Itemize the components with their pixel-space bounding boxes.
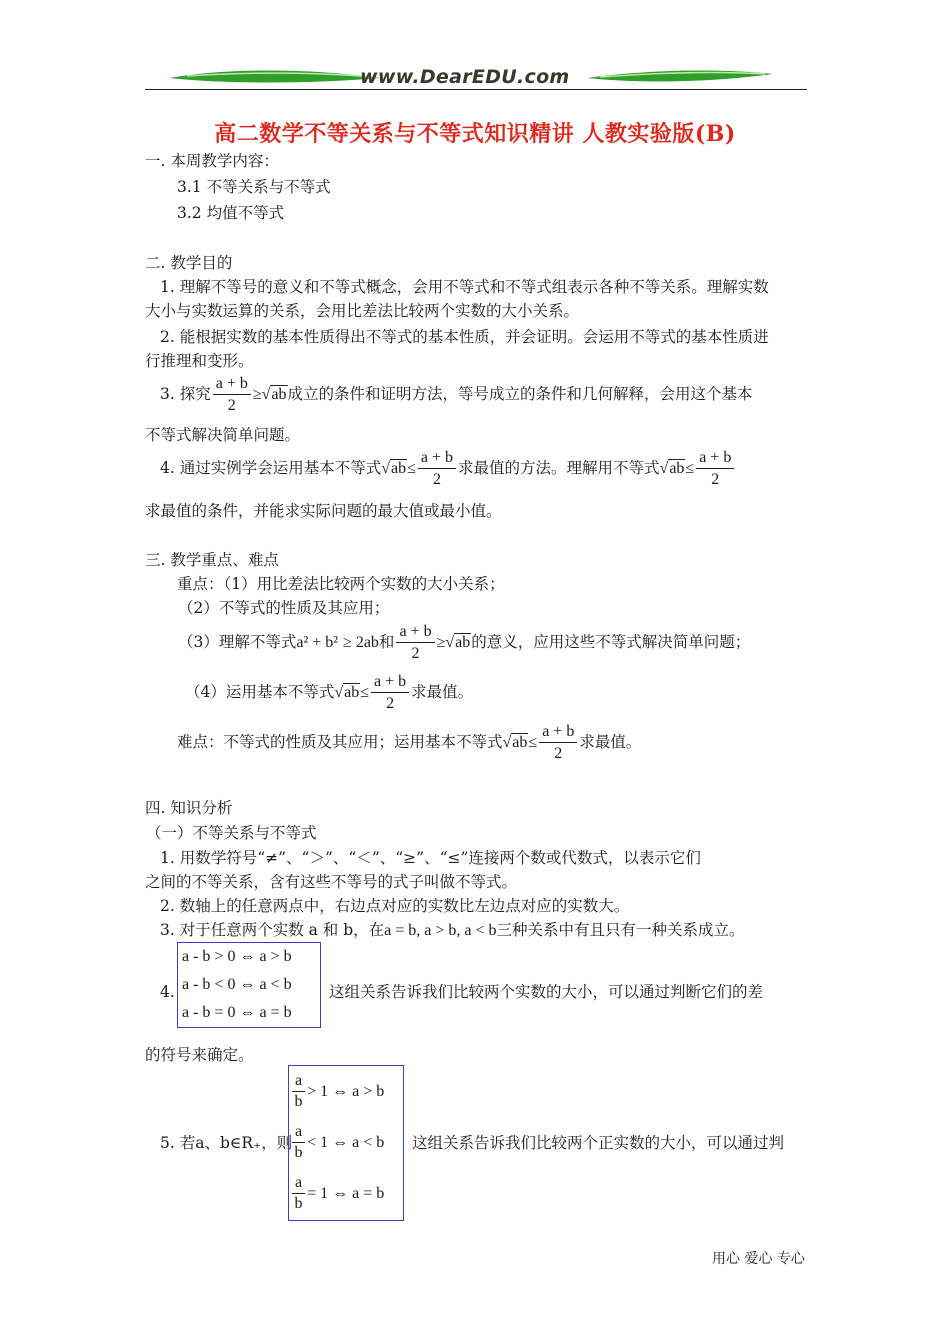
ratio-relation: < 1 ⇔ a < b — [307, 1133, 385, 1151]
fraction-numerator: a — [292, 1071, 305, 1092]
page-header — [145, 62, 807, 92]
s4-p3-suffix: 三种关系中有且只有一种关系成立。 — [496, 921, 745, 939]
ratio-relation: = 1 ⇔ a = b — [307, 1184, 385, 1202]
sqrt-radicand: ab — [512, 734, 528, 751]
s4-p3-prefix: 3. 对于任意两个实数 a 和 b，在 — [160, 921, 385, 939]
s2-p4-line2: 求最值的条件，并能求实际问题的最大值或最小值。 — [145, 502, 502, 520]
fraction-a-plus-b-over-2 — [696, 448, 734, 491]
fraction-numerator: a + b — [213, 374, 251, 395]
s2-p3-prefix: 3. 探究 — [160, 385, 211, 403]
s3-difficulty — [177, 720, 641, 765]
s4-p1-line2: 之间的不等关系，含有这些不等号的式子叫做不等式。 — [145, 873, 518, 891]
fraction-a-over-b — [292, 1122, 305, 1163]
document-title: 高二数学不等关系与不等式知识精讲 人教实验版(B) — [214, 121, 736, 147]
s4-p2: 2. 数轴上的任意两点中，右边点对应的实数比左边点对应的实数大。 — [160, 897, 630, 915]
section-2-heading: 二. 教学目的 — [145, 254, 233, 272]
fraction-a-plus-b-over-2 — [539, 722, 577, 765]
section-1-item-2: 3.2 均值不等式 — [177, 204, 285, 222]
leq-sign: ≤ — [360, 684, 370, 701]
sqrt-radicand: ab — [455, 634, 471, 651]
sqrt-ab: √ab — [659, 460, 685, 477]
relation-row: a - b < 0 ⇔ a < b — [182, 976, 292, 993]
math-geq-2ab: ≥ 2ab — [343, 634, 379, 651]
ratio-relation: > 1 ⇔ a > b — [307, 1082, 385, 1100]
sqrt-radicand: ab — [271, 386, 287, 403]
geq-sign: ≥ — [436, 634, 446, 651]
right-swoosh-logo — [585, 66, 775, 88]
leq-sign: ≤ — [685, 460, 695, 477]
fraction-a-plus-b-over-2 — [213, 374, 251, 417]
fraction-denominator: 2 — [432, 470, 441, 488]
fraction-a-over-b — [292, 1071, 305, 1112]
header-rule — [145, 89, 807, 90]
sqrt-ab: √ab — [261, 386, 287, 403]
fraction-denominator: 2 — [227, 396, 236, 414]
fraction-numerator: a + b — [396, 622, 434, 643]
s3-key-4-suffix: 求最值。 — [411, 683, 474, 701]
sqrt-radicand: ab — [391, 460, 407, 477]
s3-key-3-suffix: 的意义，应用这些不等式解决简单问题； — [471, 633, 751, 651]
s2-p3-suffix: 成立的条件和证明方法，等号成立的条件和几何解释，会用这个基本 — [287, 385, 753, 403]
fraction-a-plus-b-over-2 — [371, 672, 409, 715]
s4-subheading-1: （一）不等关系与不等式 — [146, 824, 317, 842]
s2-p4-prefix: 4. 通过实例学会运用基本不等式 — [160, 459, 382, 477]
fraction-denominator: b — [294, 1195, 303, 1212]
s4-p5-text: 这组关系告诉我们比较两个正实数的大小，可以通过判 — [412, 1134, 785, 1152]
s2-p3-line2: 不等式解决简单问题。 — [145, 426, 301, 444]
ratio-row — [289, 1168, 403, 1219]
fraction-numerator: a + b — [696, 448, 734, 469]
fraction-denominator: 2 — [554, 744, 563, 762]
ratio-row — [289, 1066, 403, 1117]
fraction-denominator: 2 — [411, 644, 420, 662]
s4-p4-line2: 的符号来确定。 — [145, 1046, 254, 1064]
fraction-numerator: a + b — [371, 672, 409, 693]
fraction-a-plus-b-over-2 — [418, 448, 456, 491]
s2-p1-line1: 1. 理解不等号的意义和不等式概念，会用不等式和不等式组表示各种不等关系。理解实数 — [160, 278, 769, 296]
s3-key-3-prefix: （3）理解不等式 — [178, 633, 297, 651]
s2-p2-line1: 2. 能根据实数的基本性质得出不等式的基本性质，并会证明。会运用不等式的基本性质进 — [160, 328, 769, 346]
sqrt-radicand: ab — [344, 684, 360, 701]
s4-p3 — [160, 920, 745, 941]
fraction-denominator: 2 — [711, 470, 720, 488]
fraction-a-over-b — [292, 1173, 305, 1214]
site-logo-text: www.DearEDU.com — [360, 66, 570, 88]
fraction-a-plus-b-over-2 — [396, 622, 434, 665]
ratio-row — [289, 1117, 403, 1168]
s3-key-3 — [178, 620, 750, 665]
relation-row: a - b = 0 ⇔ a = b — [182, 1004, 292, 1021]
s2-p2-line2: 行推理和变形。 — [145, 352, 254, 370]
fraction-denominator: 2 — [386, 694, 395, 712]
s2-p4-middle: 求最值的方法。理解用不等式 — [458, 459, 660, 477]
s3-key-2: （2）不等式的性质及其应用； — [178, 599, 390, 617]
s3-key-4 — [185, 670, 473, 715]
left-swoosh-logo — [167, 66, 382, 88]
fraction-numerator: a — [292, 1173, 305, 1194]
s3-difficulty-prefix: 难点：不等式的性质及其应用；运用基本不等式 — [177, 733, 503, 751]
fraction-numerator: a + b — [539, 722, 577, 743]
s2-p3-line1 — [160, 372, 753, 417]
s3-key-4-prefix: （4）运用基本不等式 — [185, 683, 335, 701]
relation-box-difference — [177, 942, 321, 1028]
section-1-item-1: 3.1 不等关系与不等式 — [177, 178, 331, 196]
section-1-heading: 一. 本周教学内容： — [145, 152, 279, 170]
s4-p4-text: 这组关系告诉我们比较两个实数的大小，可以通过判断它们的差 — [329, 983, 764, 1001]
s4-p1-line1: 1. 用数学符号“≠”、“＞”、“＜”、“≥”、“≤”连接两个数或代数式，以表示它们 — [160, 849, 701, 867]
s3-key-3-and: 和 — [378, 633, 395, 651]
s3-difficulty-suffix: 求最值。 — [579, 733, 642, 751]
math-a2-plus-b2: a² + b² — [296, 634, 339, 651]
s4-p4-label: 4. — [160, 983, 175, 1001]
section-3-heading: 三. 教学重点、难点 — [145, 551, 279, 569]
fraction-denominator: b — [294, 1093, 303, 1110]
fraction-numerator: a + b — [418, 448, 456, 469]
sqrt-ab: √ab — [334, 684, 360, 701]
page-footer: 用心 爱心 专心 — [712, 1251, 805, 1267]
sqrt-ab: √ab — [381, 460, 407, 477]
s4-p3-math: a = b, a > b, a < b — [384, 922, 497, 939]
relation-box-ratio — [288, 1065, 404, 1221]
fraction-denominator: b — [294, 1144, 303, 1161]
leq-sign: ≤ — [407, 460, 416, 477]
fraction-numerator: a — [292, 1122, 305, 1143]
sqrt-ab: √ab — [445, 634, 471, 651]
relation-row: a - b > 0 ⇔ a > b — [182, 948, 292, 965]
sqrt-radicand: ab — [669, 460, 685, 477]
section-4-heading: 四. 知识分析 — [145, 799, 233, 817]
leq-sign: ≤ — [528, 734, 538, 751]
sqrt-ab: √ab — [502, 734, 528, 751]
s4-p5-prefix: 5. 若a、b∈R₊，则 — [160, 1134, 293, 1152]
s2-p4-line1 — [160, 446, 736, 491]
s3-key-1: 重点：（1）用比差法比较两个实数的大小关系； — [177, 575, 505, 593]
s2-p1-line2: 大小与实数运算的关系，会用比差法比较两个实数的大小关系。 — [145, 302, 580, 320]
geq-sign: ≥ — [252, 386, 262, 403]
